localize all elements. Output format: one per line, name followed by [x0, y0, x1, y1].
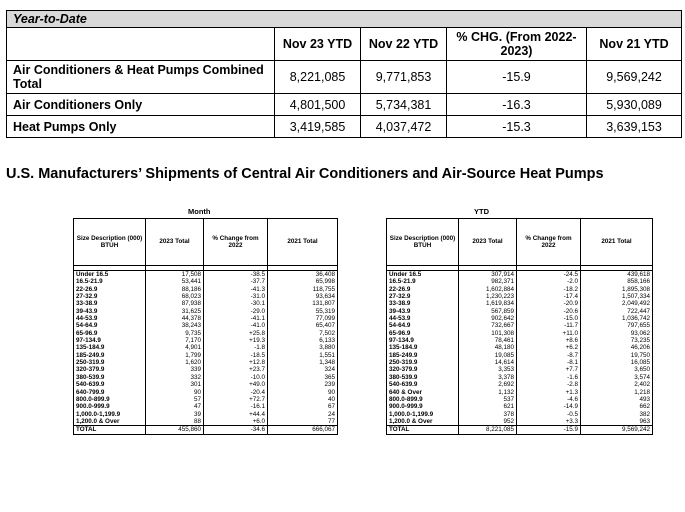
ytd-summary-table — [6, 10, 682, 138]
cell-total-2021: 6,133 — [268, 337, 338, 344]
table-row — [74, 352, 338, 359]
cell-total-2023: 53,441 — [146, 278, 204, 285]
cell-total-2021: 3,880 — [268, 344, 338, 351]
cell-total-2023: 90 — [146, 389, 204, 396]
cell-total-2021: 55,319 — [268, 308, 338, 315]
month-caption: Month — [188, 207, 211, 216]
cell-size-description: 33-38.9 — [74, 300, 146, 307]
table-row — [74, 359, 338, 366]
cell-total-2021: 858,166 — [581, 278, 653, 285]
cell-total-2021: 382 — [581, 411, 653, 418]
table-row — [387, 293, 653, 300]
cell-pct-change: +72.7 — [204, 396, 268, 403]
cell-total-2023: 3,353 — [459, 366, 517, 373]
table-row — [74, 418, 338, 426]
cell-pct-change: -29.0 — [204, 308, 268, 315]
table-row — [74, 366, 338, 373]
cell-size-description: 640-799.9 — [74, 389, 146, 396]
cell-total-2021: 1,507,334 — [581, 293, 653, 300]
cell-size-description: 97-134.9 — [387, 337, 459, 344]
cell-total-2021: 65,998 — [268, 278, 338, 285]
cell-pct-change: -4.6 — [517, 396, 581, 403]
cell-total-2023: 732,667 — [459, 322, 517, 329]
cell-pct-change: +19.3 — [204, 337, 268, 344]
cell-total-2021: 93,634 — [268, 293, 338, 300]
cell-size-description: 16.5-21.9 — [74, 278, 146, 285]
cell-size-description: 380-539.9 — [74, 374, 146, 381]
cell-nov22: 9,771,853 — [361, 61, 447, 94]
cell-total-2021: 16,085 — [581, 359, 653, 366]
cell-total-2023: 339 — [146, 366, 204, 373]
cell-total-2023: 48,180 — [459, 344, 517, 351]
cell-size-description: 39-43.9 — [387, 308, 459, 315]
table-row — [387, 322, 653, 329]
cell-total-2023: 68,023 — [146, 293, 204, 300]
cell-pct-change: -18.2 — [517, 286, 581, 293]
cell-total-2021: 67 — [268, 403, 338, 410]
cell-total-2021: 365 — [268, 374, 338, 381]
cell-size-description: 65-96.9 — [74, 330, 146, 337]
cell-size-description: 1,000.0-1,199.9 — [74, 411, 146, 418]
cell-size-description: 27-32.9 — [74, 293, 146, 300]
cell-total-2023: 567,859 — [459, 308, 517, 315]
cell-size-description: 44-53.9 — [74, 315, 146, 322]
cell-total-2021: 77 — [268, 418, 338, 426]
table-row — [387, 315, 653, 322]
cell-total-2023: 902,642 — [459, 315, 517, 322]
cell-total-2023: 87,938 — [146, 300, 204, 307]
cell-pct-change: -20.4 — [204, 389, 268, 396]
cell-total-2021: 93,062 — [581, 330, 653, 337]
table-row — [387, 389, 653, 396]
cell-pct-change: +44.4 — [204, 411, 268, 418]
header-row — [387, 219, 653, 266]
cell-total-2021: 46,206 — [581, 344, 653, 351]
ytd-header-blank — [7, 28, 275, 61]
cell-pct-change: -20.6 — [517, 308, 581, 315]
cell-total-2023: 7,170 — [146, 337, 204, 344]
cell-total-2023: 1,230,223 — [459, 293, 517, 300]
cell-total-2023: 4,901 — [146, 344, 204, 351]
cell-pct-change: -15.9 — [447, 61, 587, 94]
table-row — [74, 300, 338, 307]
cell-pct-change: -41.0 — [204, 322, 268, 329]
cell-total-2023: 307,914 — [459, 271, 517, 279]
cell-size-description: 900.0-999.9 — [387, 403, 459, 410]
cell-total-2023: 332 — [146, 374, 204, 381]
cell-total-2023: 9,735 — [146, 330, 204, 337]
table-row — [74, 286, 338, 293]
cell-total-2021: 1,036,742 — [581, 315, 653, 322]
cell-nov21: 5,930,089 — [587, 94, 682, 116]
total-row — [387, 426, 653, 434]
cell-total-2021: 239 — [268, 381, 338, 388]
cell-size-description: 640 & Over — [387, 389, 459, 396]
cell-total-2023: 17,508 — [146, 271, 204, 279]
cell-total-2021: 3,574 — [581, 374, 653, 381]
cell-size-description: 540-639.9 — [387, 381, 459, 388]
cell-total-2021: 1,218 — [581, 389, 653, 396]
header-size-description: Size Description (000) BTUH — [74, 219, 146, 266]
cell-pct-change: +11.0 — [517, 330, 581, 337]
cell-total-2021: 2,049,492 — [581, 300, 653, 307]
cell-size-description: 800.0-899.9 — [387, 396, 459, 403]
cell-size-description: 320-379.9 — [74, 366, 146, 373]
cell-total-2023: 1,132 — [459, 389, 517, 396]
table-row — [74, 308, 338, 315]
table-row — [387, 374, 653, 381]
section-title: U.S. Manufacturers’ Shipments of Central Air Conditioners and Air-Source Heat Pumps — [6, 166, 604, 182]
cell-total-2023: 78,461 — [459, 337, 517, 344]
table-row — [387, 330, 653, 337]
table-row — [387, 366, 653, 373]
cell-total-2023: 378 — [459, 411, 517, 418]
cell-total-2021: 2,402 — [581, 381, 653, 388]
header-total-2023: 2023 Total — [146, 219, 204, 266]
cell-total-2023: 3,378 — [459, 374, 517, 381]
cell-total-2021: 1,348 — [268, 359, 338, 366]
cell-pct-change: +1.3 — [517, 389, 581, 396]
cell-pct-change: -1.8 — [204, 344, 268, 351]
cell-total-2023: 952 — [459, 418, 517, 426]
total-total-2021: 666,067 — [268, 426, 338, 434]
cell-pct-change: +3.3 — [517, 418, 581, 426]
cell-total-2023: 38,243 — [146, 322, 204, 329]
cell-total-2021: 24 — [268, 411, 338, 418]
cell-nov22: 5,734,381 — [361, 94, 447, 116]
table-row — [74, 330, 338, 337]
table-row — [74, 344, 338, 351]
table-row — [387, 337, 653, 344]
table-row — [387, 352, 653, 359]
cell-total-2023: 1,602,884 — [459, 286, 517, 293]
cell-total-2021: 65,407 — [268, 322, 338, 329]
cell-size-description: 44-53.9 — [387, 315, 459, 322]
total-row — [74, 426, 338, 434]
cell-pct-change: +6.2 — [517, 344, 581, 351]
cell-pct-change: -38.5 — [204, 271, 268, 279]
cell-total-2023: 44,378 — [146, 315, 204, 322]
table-row — [74, 322, 338, 329]
cell-total-2021: 1,551 — [268, 352, 338, 359]
cell-total-2023: 621 — [459, 403, 517, 410]
cell-total-2021: 19,750 — [581, 352, 653, 359]
cell-total-2021: 36,408 — [268, 271, 338, 279]
cell-size-description: 250-319.9 — [387, 359, 459, 366]
table-row — [74, 389, 338, 396]
cell-total-2023: 14,614 — [459, 359, 517, 366]
cell-total-2021: 131,807 — [268, 300, 338, 307]
cell-total-2021: 3,650 — [581, 366, 653, 373]
cell-pct-change: -16.3 — [447, 94, 587, 116]
cell-size-description: 54-64.9 — [74, 322, 146, 329]
cell-size-description: 54-64.9 — [387, 322, 459, 329]
table-row — [74, 396, 338, 403]
cell-total-2021: 662 — [581, 403, 653, 410]
cell-pct-change: -10.0 — [204, 374, 268, 381]
cell-size-description: Under 16.5 — [74, 271, 146, 279]
cell-size-description: 320-379.9 — [387, 366, 459, 373]
header-row — [74, 219, 338, 266]
table-row — [387, 344, 653, 351]
header-size-description: Size Description (000) BTUH — [387, 219, 459, 266]
cell-pct-change: +49.0 — [204, 381, 268, 388]
cell-pct-change: -17.4 — [517, 293, 581, 300]
cell-total-2021: 73,235 — [581, 337, 653, 344]
table-row — [387, 381, 653, 388]
cell-pct-change: -15.0 — [517, 315, 581, 322]
cell-size-description: 22-26.9 — [74, 286, 146, 293]
table-row — [74, 271, 338, 279]
cell-pct-change: -0.5 — [517, 411, 581, 418]
cell-size-description: 1,200.0 & Over — [74, 418, 146, 426]
cell-total-2023: 88,186 — [146, 286, 204, 293]
cell-size-description: 97-134.9 — [74, 337, 146, 344]
cell-pct-change: -31.0 — [204, 293, 268, 300]
cell-total-2021: 963 — [581, 418, 653, 426]
ytd-row-hp-only — [7, 116, 682, 138]
row-label: Heat Pumps Only — [7, 116, 275, 138]
cell-nov21: 9,569,242 — [587, 61, 682, 94]
ytd-shipments-table — [386, 218, 653, 435]
cell-size-description: 1,000.0-1,199.9 — [387, 411, 459, 418]
table-row — [387, 278, 653, 285]
cell-nov23: 3,419,585 — [275, 116, 361, 138]
cell-total-2023: 47 — [146, 403, 204, 410]
table-row — [387, 286, 653, 293]
ytd-header-nov23: Nov 23 YTD — [275, 28, 361, 61]
cell-size-description: 800.0-899.9 — [74, 396, 146, 403]
cell-size-description: 250-319.9 — [74, 359, 146, 366]
ytd-row-combined — [7, 61, 682, 94]
cell-size-description: 185-249.9 — [74, 352, 146, 359]
total-pct-change: -15.9 — [517, 426, 581, 434]
cell-size-description: 65-96.9 — [387, 330, 459, 337]
table-row — [74, 315, 338, 322]
table-row — [74, 278, 338, 285]
ytd-caption: YTD — [474, 207, 489, 216]
cell-pct-change: -2.0 — [517, 278, 581, 285]
cell-total-2021: 797,655 — [581, 322, 653, 329]
cell-size-description: 135-184.9 — [74, 344, 146, 351]
header-total-2023: 2023 Total — [459, 219, 517, 266]
total-size-description: TOTAL — [387, 426, 459, 434]
cell-pct-change: -8.7 — [517, 352, 581, 359]
cell-nov23: 4,801,500 — [275, 94, 361, 116]
total-size-description: TOTAL — [74, 426, 146, 434]
cell-pct-change: +23.7 — [204, 366, 268, 373]
total-total-2021: 9,569,242 — [581, 426, 653, 434]
cell-pct-change: -37.7 — [204, 278, 268, 285]
month-shipments-table — [73, 218, 338, 435]
cell-size-description: 380-539.9 — [387, 374, 459, 381]
cell-pct-change: -1.6 — [517, 374, 581, 381]
cell-size-description: Under 16.5 — [387, 271, 459, 279]
cell-pct-change: -14.9 — [517, 403, 581, 410]
cell-size-description: 900.0-999.9 — [74, 403, 146, 410]
cell-pct-change: -16.1 — [204, 403, 268, 410]
cell-total-2023: 1,619,834 — [459, 300, 517, 307]
cell-total-2021: 1,895,308 — [581, 286, 653, 293]
row-label: Air Conditioners Only — [7, 94, 275, 116]
cell-size-description: 33-38.9 — [387, 300, 459, 307]
table-row — [74, 381, 338, 388]
cell-size-description: 185-249.9 — [387, 352, 459, 359]
cell-total-2021: 493 — [581, 396, 653, 403]
cell-total-2023: 301 — [146, 381, 204, 388]
cell-total-2021: 40 — [268, 396, 338, 403]
cell-total-2021: 77,099 — [268, 315, 338, 322]
cell-total-2023: 1,799 — [146, 352, 204, 359]
cell-nov23: 8,221,085 — [275, 61, 361, 94]
cell-total-2023: 88 — [146, 418, 204, 426]
ytd-header-nov21: Nov 21 YTD — [587, 28, 682, 61]
cell-pct-change: +6.0 — [204, 418, 268, 426]
cell-pct-change: +25.8 — [204, 330, 268, 337]
header-pct-change: % Change from 2022 — [204, 219, 268, 266]
cell-pct-change: -24.5 — [517, 271, 581, 279]
table-row — [387, 396, 653, 403]
total-total-2023: 8,221,085 — [459, 426, 517, 434]
cell-size-description: 27-32.9 — [387, 293, 459, 300]
cell-pct-change: -30.1 — [204, 300, 268, 307]
cell-pct-change: -41.1 — [204, 315, 268, 322]
cell-size-description: 135-184.9 — [387, 344, 459, 351]
cell-total-2023: 57 — [146, 396, 204, 403]
table-row — [74, 337, 338, 344]
cell-nov22: 4,037,472 — [361, 116, 447, 138]
cell-total-2023: 537 — [459, 396, 517, 403]
table-row — [74, 411, 338, 418]
cell-size-description: 39-43.9 — [74, 308, 146, 315]
cell-total-2021: 118,755 — [268, 286, 338, 293]
table-row — [387, 359, 653, 366]
table-row — [387, 403, 653, 410]
row-label: Air Conditioners & Heat Pumps Combined Total — [7, 61, 275, 94]
header-total-2021: 2021 Total — [268, 219, 338, 266]
ytd-row-ac-only — [7, 94, 682, 116]
table-row — [74, 293, 338, 300]
cell-total-2021: 439,618 — [581, 271, 653, 279]
table-row — [387, 411, 653, 418]
cell-pct-change: -20.9 — [517, 300, 581, 307]
total-total-2023: 455,860 — [146, 426, 204, 434]
cell-size-description: 1,200.0 & Over — [387, 418, 459, 426]
ytd-header-nov22: Nov 22 YTD — [361, 28, 447, 61]
cell-total-2021: 324 — [268, 366, 338, 373]
cell-total-2023: 2,692 — [459, 381, 517, 388]
cell-pct-change: -11.7 — [517, 322, 581, 329]
cell-size-description: 22-26.9 — [387, 286, 459, 293]
cell-total-2021: 722,447 — [581, 308, 653, 315]
cell-pct-change: +8.6 — [517, 337, 581, 344]
ytd-banner: Year-to-Date — [7, 11, 682, 28]
table-row — [387, 418, 653, 426]
table-row — [74, 403, 338, 410]
cell-total-2023: 1,620 — [146, 359, 204, 366]
cell-pct-change: -8.1 — [517, 359, 581, 366]
table-row — [74, 374, 338, 381]
header-pct-change: % Change from 2022 — [517, 219, 581, 266]
cell-size-description: 16.5-21.9 — [387, 278, 459, 285]
header-total-2021: 2021 Total — [581, 219, 653, 266]
table-row — [387, 271, 653, 279]
cell-total-2023: 31,625 — [146, 308, 204, 315]
cell-pct-change: +12.8 — [204, 359, 268, 366]
cell-total-2023: 982,371 — [459, 278, 517, 285]
cell-pct-change: -41.3 — [204, 286, 268, 293]
cell-total-2021: 7,502 — [268, 330, 338, 337]
ytd-header-pct-change: % CHG. (From 2022-2023) — [447, 28, 587, 61]
cell-total-2023: 101,308 — [459, 330, 517, 337]
cell-pct-change: +7.7 — [517, 366, 581, 373]
cell-pct-change: -15.3 — [447, 116, 587, 138]
table-row — [387, 308, 653, 315]
cell-size-description: 540-639.9 — [74, 381, 146, 388]
cell-pct-change: -2.8 — [517, 381, 581, 388]
table-row — [387, 300, 653, 307]
total-pct-change: -34.6 — [204, 426, 268, 434]
cell-total-2021: 90 — [268, 389, 338, 396]
cell-nov21: 3,639,153 — [587, 116, 682, 138]
cell-total-2023: 39 — [146, 411, 204, 418]
cell-total-2023: 19,085 — [459, 352, 517, 359]
cell-pct-change: -18.5 — [204, 352, 268, 359]
